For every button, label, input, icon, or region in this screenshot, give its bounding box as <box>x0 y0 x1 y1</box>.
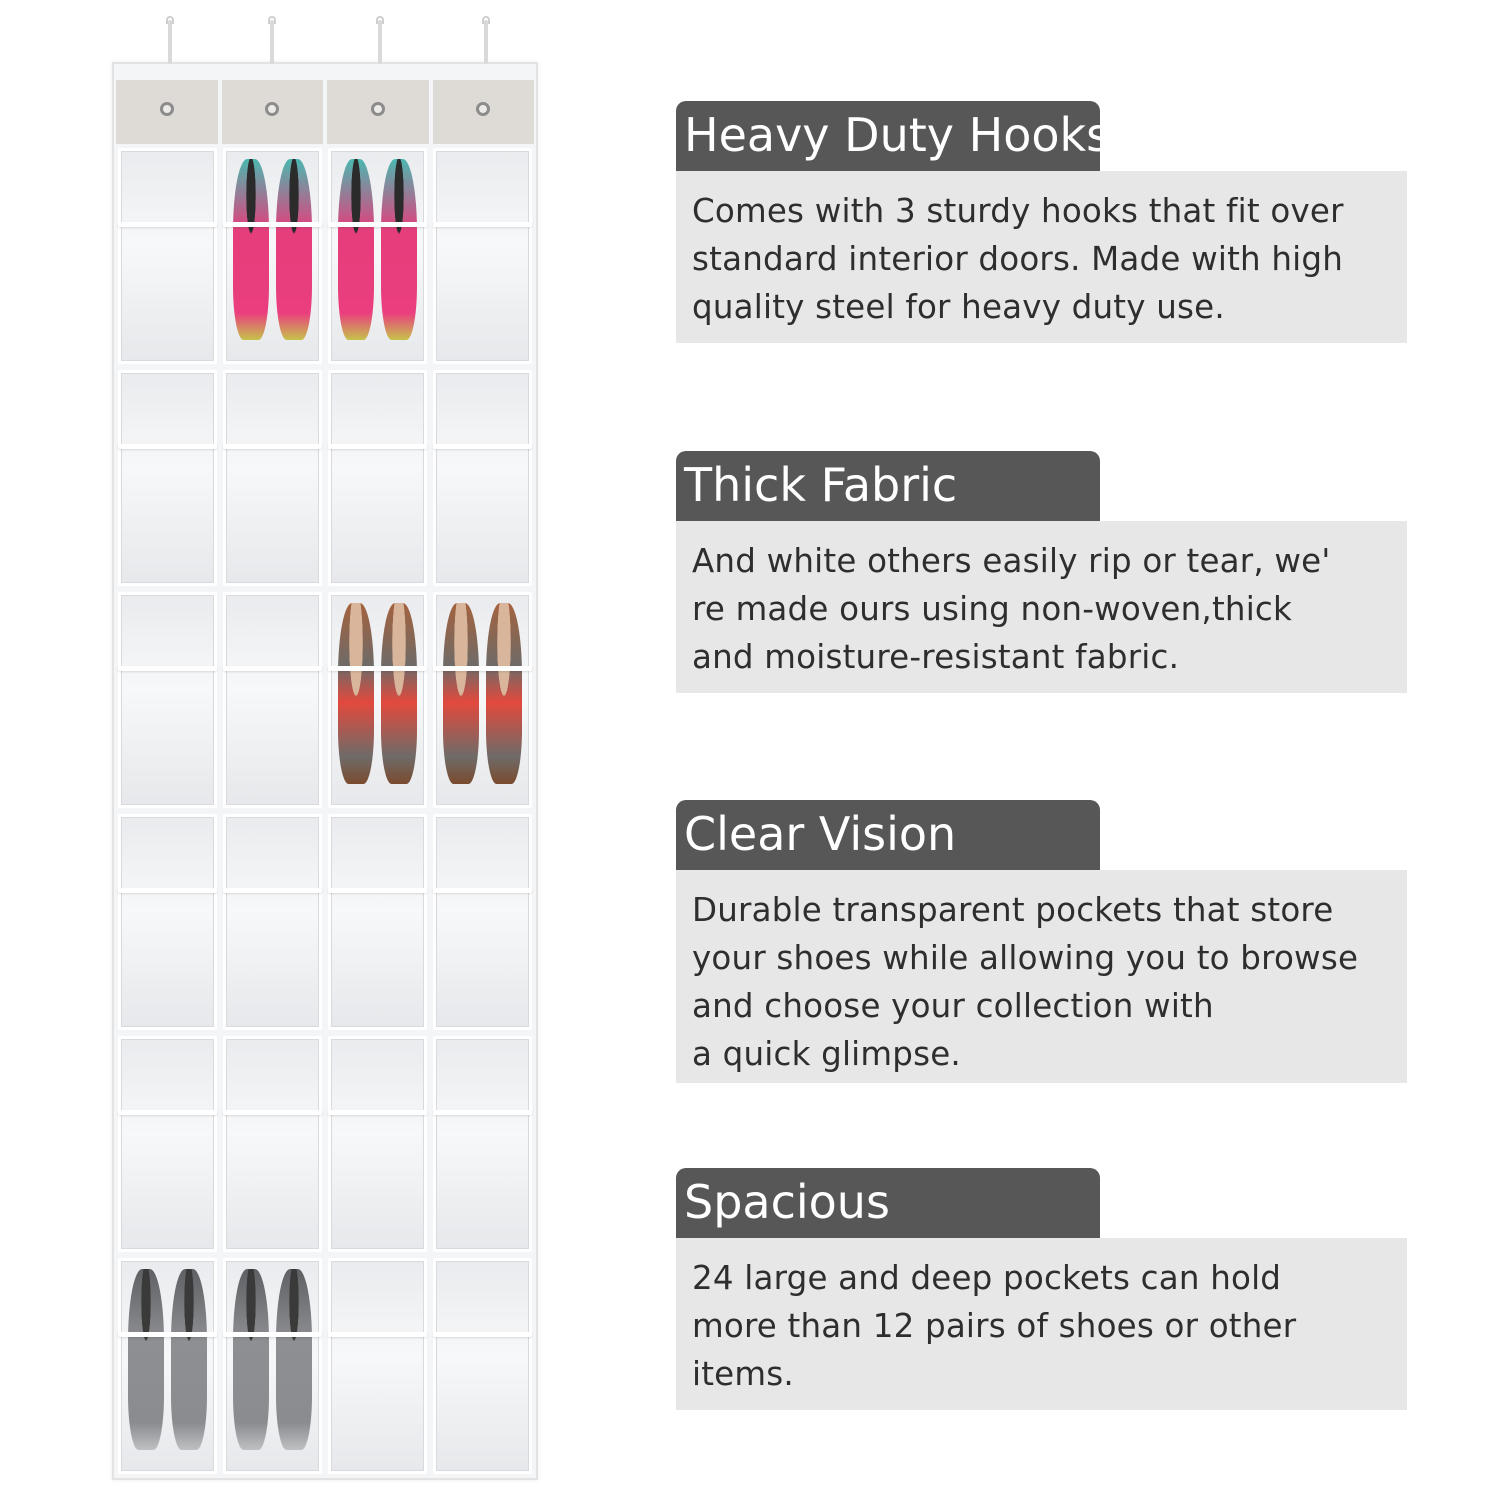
pocket <box>223 1258 322 1474</box>
feature-clear-vision <box>676 800 1407 1083</box>
feature-spacious <box>676 1168 1407 1410</box>
grommet-icon <box>160 102 174 116</box>
pocket <box>328 148 427 364</box>
door-hook-icon <box>378 20 382 64</box>
gray-sneaker-icon <box>171 1269 206 1450</box>
pocket <box>118 370 217 586</box>
feature-description: And white others easily rip or tear, we' re made ours using non-woven,thick and moisture-resistant fabric. <box>676 521 1407 693</box>
feature-description: 24 large and deep pockets can hold more than 12 pairs of shoes or other items. <box>676 1238 1407 1410</box>
pocket <box>433 814 532 1030</box>
feature-description: Durable transparent pockets that store your shoes while allowing you to browse and choose your collection with a quick glimpse. <box>676 870 1407 1083</box>
organizer-header-band <box>114 80 536 144</box>
pocket <box>328 814 427 1030</box>
pocket <box>433 148 532 364</box>
pocket <box>433 1036 532 1252</box>
feature-title: Thick Fabric <box>676 451 1100 521</box>
pocket <box>223 370 322 586</box>
pocket <box>433 370 532 586</box>
pocket <box>433 1258 532 1474</box>
gray-sneaker-icon <box>128 1269 163 1450</box>
feature-thick-fabric <box>676 451 1407 693</box>
pocket <box>223 1036 322 1252</box>
slip-on-shoe-icon <box>381 603 416 784</box>
pocket <box>328 370 427 586</box>
pink-sneaker-icon <box>338 159 373 340</box>
pocket <box>328 592 427 808</box>
door-hook-icon <box>270 20 274 64</box>
gray-sneaker-icon <box>233 1269 268 1450</box>
grommet-icon <box>371 102 385 116</box>
feature-heavy-duty-hooks <box>676 101 1407 343</box>
pocket <box>328 1258 427 1474</box>
gray-sneaker-icon <box>276 1269 311 1450</box>
pocket <box>118 148 217 364</box>
grommet-icon <box>476 102 490 116</box>
slip-on-shoe-icon <box>443 603 478 784</box>
pink-sneaker-icon <box>233 159 268 340</box>
pocket <box>328 1036 427 1252</box>
pocket <box>223 148 322 364</box>
pocket <box>118 592 217 808</box>
slip-on-shoe-icon <box>486 603 521 784</box>
feature-title: Heavy Duty Hooks <box>676 101 1100 171</box>
shoe-organizer-image <box>112 62 538 1480</box>
door-hook-icon <box>484 20 488 64</box>
pocket <box>118 1036 217 1252</box>
feature-title: Spacious <box>676 1168 1100 1238</box>
pocket <box>223 814 322 1030</box>
feature-description: Comes with 3 sturdy hooks that fit over standard interior doors. Made with high quality steel for heavy duty use. <box>676 171 1407 343</box>
pocket-grid <box>118 148 532 1474</box>
pocket <box>433 592 532 808</box>
grommet-icon <box>265 102 279 116</box>
pink-sneaker-icon <box>381 159 416 340</box>
feature-title: Clear Vision <box>676 800 1100 870</box>
door-hook-icon <box>168 20 172 64</box>
slip-on-shoe-icon <box>338 603 373 784</box>
pink-sneaker-icon <box>276 159 311 340</box>
pocket <box>118 1258 217 1474</box>
pocket <box>118 814 217 1030</box>
pocket <box>223 592 322 808</box>
